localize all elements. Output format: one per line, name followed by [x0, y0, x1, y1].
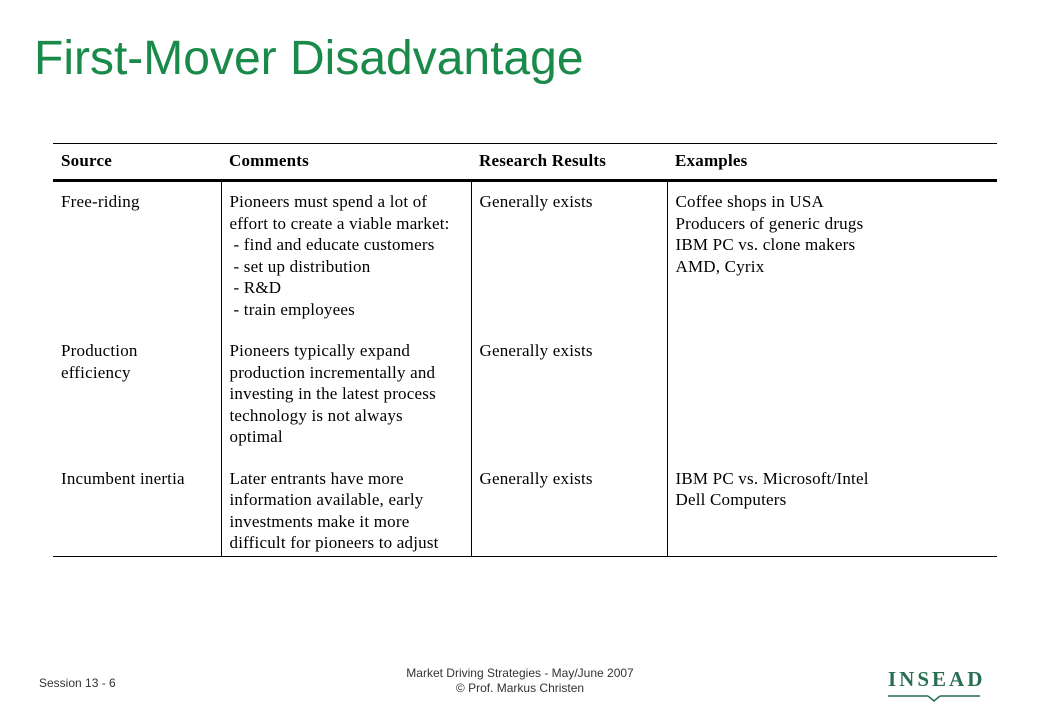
- course-footer: [340, 666, 700, 696]
- cell-block: [676, 468, 992, 513]
- insead-logo: [888, 667, 986, 704]
- research-line: Generally exists: [479, 341, 593, 360]
- session-label: Session 13 - 6: [39, 676, 116, 690]
- comments-cell: [221, 334, 471, 462]
- cell-block: [61, 468, 215, 492]
- comment-line: Later entrants have more: [229, 468, 404, 488]
- example-line: Coffee shops in USA: [675, 192, 824, 211]
- research-cell: [471, 181, 667, 335]
- source-cell: [53, 462, 221, 557]
- examples-cell: [667, 334, 997, 462]
- example-line: AMD, Cyrix: [675, 256, 765, 276]
- research-line: Generally exists: [479, 192, 593, 211]
- comment-bullet: - train employees: [233, 299, 355, 319]
- comment-line: difficult for pioneers to adjust: [229, 533, 439, 552]
- table-bottom-rule: [53, 556, 997, 557]
- comment-line: investments make it more: [229, 511, 410, 531]
- table-row: [53, 462, 997, 557]
- comment-bullet: - set up distribution: [233, 256, 371, 276]
- comment-line: Pioneers must spend a lot of: [229, 192, 428, 211]
- copyright-line: © Prof. Markus Christen: [455, 681, 585, 695]
- example-line: IBM PC vs. clone makers: [675, 235, 856, 254]
- example-line: Dell Computers: [675, 490, 787, 509]
- comments-cell: [221, 462, 471, 557]
- bottom-rule-cell: [667, 556, 997, 557]
- header-examples: Examples: [667, 144, 997, 181]
- comment-line: information available, early: [229, 490, 424, 509]
- table-header-row: [53, 144, 997, 181]
- table-row: [53, 181, 997, 335]
- comparison-table-container: [53, 143, 997, 557]
- source-line: Free-riding: [61, 192, 140, 211]
- logo-wordmark: INSEAD: [888, 667, 986, 691]
- bottom-rule-cell: [221, 556, 471, 557]
- source-cell: [53, 181, 221, 335]
- source-cell: [53, 334, 221, 462]
- slide-title: First-Mover Disadvantage: [34, 32, 584, 85]
- comment-line: technology is not always: [229, 405, 403, 425]
- source-line: efficiency: [61, 362, 131, 382]
- comment-bullet: - R&D: [233, 278, 282, 297]
- comment-line: optimal: [229, 427, 283, 446]
- source-line: Incumbent inertia: [61, 468, 185, 488]
- comments-cell: [221, 181, 471, 335]
- comment-line: investing in the latest process: [229, 384, 436, 403]
- example-line: IBM PC vs. Microsoft/Intel: [675, 468, 869, 488]
- header-comments: Comments: [221, 144, 471, 181]
- bottom-rule-cell: [53, 556, 221, 557]
- cell-block: [230, 468, 465, 556]
- cell-block: [480, 468, 661, 492]
- first-mover-table: [53, 143, 997, 557]
- table-row: [53, 334, 997, 462]
- examples-cell: [667, 462, 997, 557]
- comment-bullet: - find and educate customers: [233, 235, 435, 254]
- logo-underline-icon: [888, 694, 980, 704]
- example-line: Producers of generic drugs: [675, 213, 864, 233]
- source-line: Production: [61, 341, 138, 360]
- comment-line: Pioneers typically expand: [229, 341, 411, 360]
- comment-line: production incrementally and: [229, 362, 436, 382]
- course-title: Market Driving Strategies - May/June 2007: [406, 666, 634, 680]
- research-cell: [471, 462, 667, 557]
- research-line: Generally exists: [479, 468, 593, 488]
- bottom-rule-cell: [471, 556, 667, 557]
- research-cell: [471, 334, 667, 462]
- header-research-results: Research Results: [471, 144, 667, 181]
- examples-cell: [667, 181, 997, 335]
- comment-line: effort to create a viable market:: [229, 213, 450, 233]
- header-source: Source: [53, 144, 221, 181]
